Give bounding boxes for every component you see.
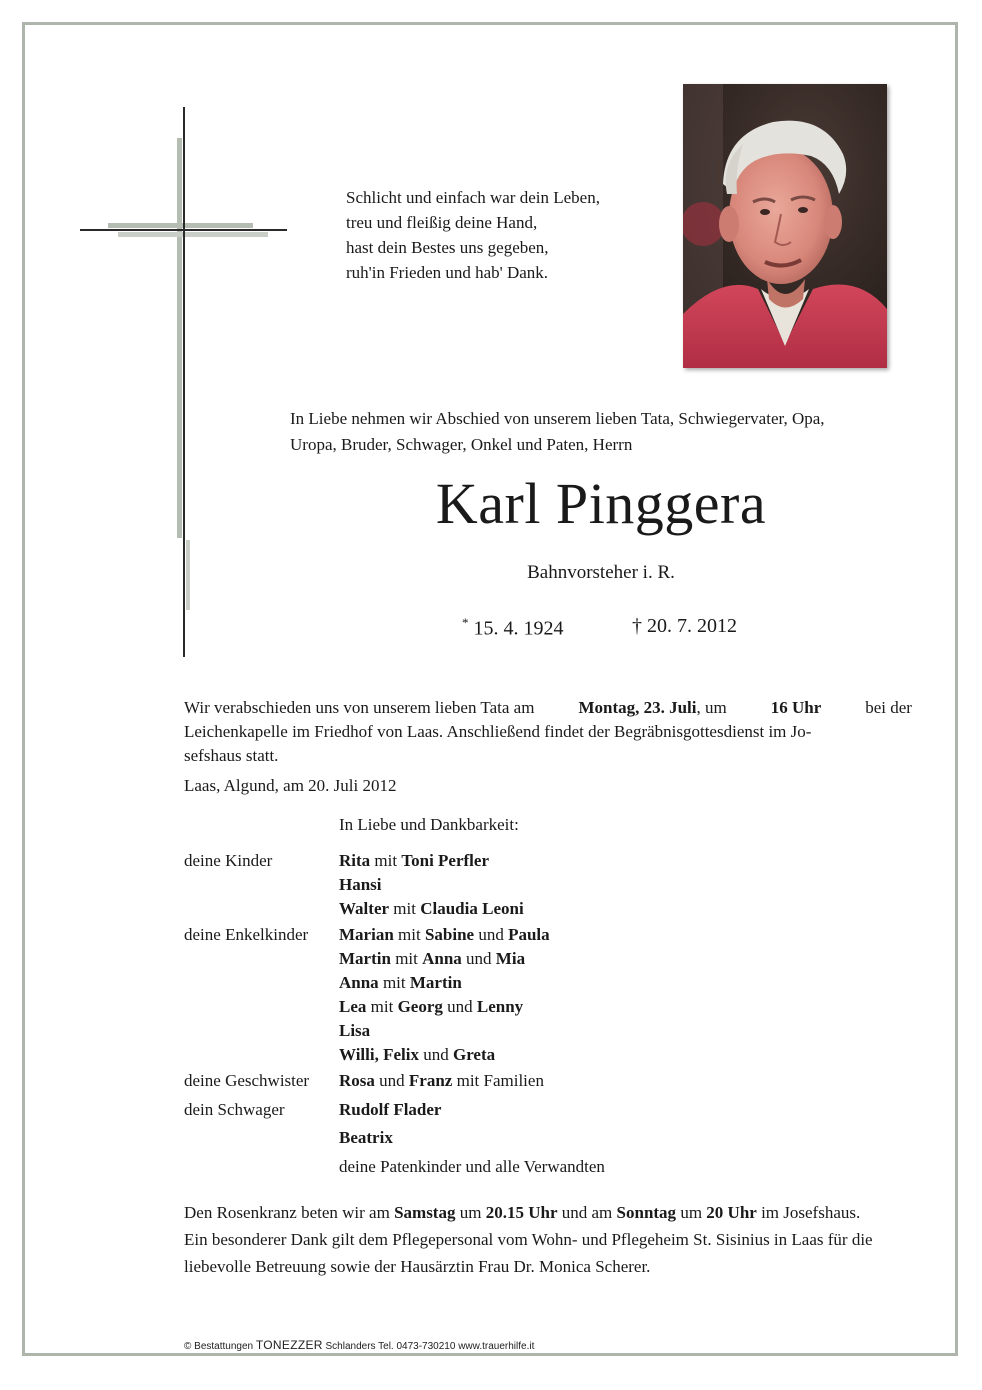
thanks-line: liebevolle Betreuung sowie der Hausärztin Frau Dr. Monica Scherer. — [184, 1257, 651, 1276]
connector: mit — [398, 925, 421, 944]
poem-line: Schlicht und einfach war dein Leben, — [346, 188, 600, 207]
person-name: Greta — [452, 1045, 496, 1064]
rosary-time: 20 Uhr — [706, 1203, 757, 1222]
memorial-poem — [346, 185, 600, 285]
connector: mit Familien — [456, 1071, 544, 1090]
thanks-line: Ein besonderer Dank gilt dem Pflegepersonal vom Wohn- und Pflegeheim St. Sisinius in Laas für die — [184, 1230, 873, 1249]
person-name: Rita — [339, 851, 371, 870]
footer-contact: Schlanders Tel. 0473-730210 www.trauerhilfe.it — [325, 1341, 535, 1352]
death-date: † 20. 7. 2012 — [632, 615, 737, 637]
person-name: Sabine — [424, 925, 475, 944]
farewell-intro — [290, 406, 825, 458]
relation-names — [339, 1045, 495, 1065]
footer-prefix: © Bestattungen — [184, 1341, 254, 1352]
connector: und — [423, 1045, 449, 1064]
intro-line: In Liebe nehmen wir Abschied von unserem lieben Tata, Schwiegervater, Opa, — [290, 409, 825, 428]
rosary-day: Sonntag — [616, 1203, 677, 1222]
poem-line: ruh'in Frieden und hab' Dank. — [346, 263, 549, 282]
funeral-line-1 — [184, 696, 912, 720]
person-name: Claudia Leoni — [420, 899, 524, 918]
person-name: Toni Perfler — [401, 851, 489, 870]
funeral-home-brand: TONEZZER — [255, 1338, 323, 1352]
rosary-and-thanks — [184, 1199, 873, 1280]
relation-names — [339, 949, 525, 969]
person-name: Martin — [339, 949, 391, 968]
relation-names — [339, 997, 523, 1017]
rosary-text: und am — [561, 1203, 613, 1222]
poem-line: treu und fleißig deine Hand, — [346, 213, 538, 232]
intro-line: Uropa, Bruder, Schwager, Onkel und Paten, Herrn — [290, 435, 633, 454]
relation-names — [339, 1100, 441, 1120]
funeral-line-2: Leichenkapelle im Friedhof von Laas. Anschließend findet der Begräbnisgottesdienst im Jo- — [184, 722, 812, 741]
relation-label: deine Kinder — [184, 851, 273, 870]
rosary-time: 20.15 Uhr — [485, 1203, 558, 1222]
relation-names — [339, 851, 489, 871]
rosary-text: um — [680, 1203, 703, 1222]
funeral-date-group — [578, 696, 726, 720]
cross-shadow-horizontal — [108, 223, 253, 228]
funeral-home-footer — [184, 1338, 534, 1352]
cross-horizontal-bar — [80, 229, 287, 231]
deceased-occupation: Bahnvorsteher i. R. — [527, 562, 675, 583]
person-name: Paula — [508, 925, 550, 944]
relation-names — [339, 1071, 544, 1091]
connector: mit — [393, 899, 416, 918]
connector: und — [447, 997, 473, 1016]
relation-label: dein Schwager — [184, 1100, 285, 1119]
birth-date — [462, 615, 564, 641]
person-name: Lisa — [339, 1021, 371, 1040]
person-name: Rudolf Flader — [339, 1100, 442, 1119]
person-name: Georg — [397, 997, 443, 1016]
person-name: Mia — [495, 949, 526, 968]
birth-symbol: * — [462, 615, 469, 630]
relation-names — [339, 899, 524, 919]
relation-names — [339, 875, 382, 895]
person-name: Lenny — [476, 997, 524, 1016]
connector: und — [478, 925, 504, 944]
connector: mit — [370, 997, 394, 1016]
funeral-text: , um — [696, 698, 727, 717]
person-name: Anna — [339, 973, 379, 992]
person-name: Rosa — [339, 1071, 375, 1090]
person-name: Martin — [409, 973, 462, 992]
relation-label: deine Enkelkinder — [184, 925, 309, 944]
relation-names — [339, 1128, 393, 1148]
connector: mit — [374, 851, 398, 870]
birth-date-text: 15. 4. 1924 — [473, 617, 564, 640]
portrait-photo — [683, 84, 887, 368]
deceased-name: Karl Pinggera — [435, 471, 767, 536]
relation-label: deine Geschwister — [184, 1071, 310, 1090]
relation-names — [339, 925, 550, 945]
funeral-time: 16 Uhr — [770, 698, 822, 717]
rosary-text: Den Rosenkranz beten wir am — [184, 1203, 390, 1222]
relation-names — [339, 1021, 370, 1041]
rosary-day: Samstag — [394, 1203, 456, 1222]
person-name: Walter — [339, 899, 390, 918]
person-name: Willi, Felix — [339, 1045, 419, 1064]
rosary-line — [184, 1199, 873, 1226]
connector: mit — [395, 949, 418, 968]
relation-names — [339, 973, 462, 993]
cross-shadow-horizontal-lower — [118, 232, 268, 237]
connector: mit — [382, 973, 406, 992]
person-name: Beatrix — [339, 1128, 393, 1147]
funeral-announcement — [184, 696, 912, 768]
connector: und — [466, 949, 492, 968]
funeral-text: Wir verabschieden uns von unserem lieben Tata am — [184, 698, 535, 717]
gratitude-line: In Liebe und Dankbarkeit: — [339, 815, 519, 834]
person-name: Anna — [422, 949, 462, 968]
person-name: Franz — [408, 1071, 453, 1090]
person-name: Hansi — [339, 875, 382, 894]
place-date: Laas, Algund, am 20. Juli 2012 — [184, 776, 397, 795]
relation-names: deine Patenkinder und alle Verwandten — [339, 1157, 605, 1176]
funeral-text: bei der — [865, 698, 912, 717]
poem-line: hast dein Bestes uns gegeben, — [346, 238, 549, 257]
funeral-date: Montag, 23. Juli — [578, 698, 697, 717]
person-name: Lea — [339, 997, 367, 1016]
rosary-text: um — [459, 1203, 482, 1222]
rosary-text: im Josefshaus. — [761, 1203, 861, 1222]
person-name: Marian — [339, 925, 394, 944]
connector: und — [379, 1071, 405, 1090]
funeral-line-3: sefshaus statt. — [184, 746, 279, 765]
